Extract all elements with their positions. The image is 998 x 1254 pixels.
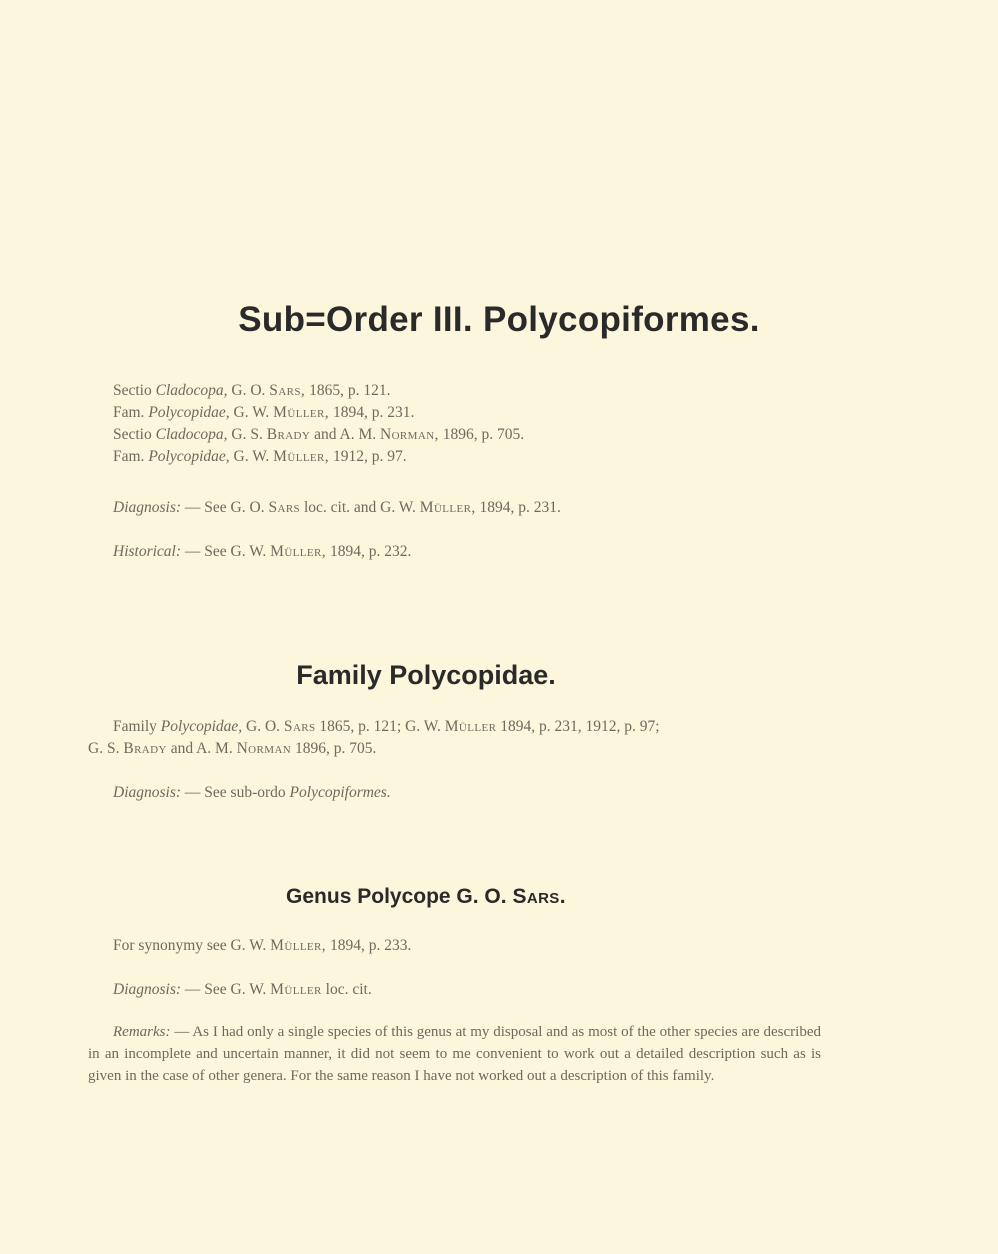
suborder-diagnosis: Diagnosis: — See G. O. Sars loc. cit. and G. W. Müller, 1894, p. 231. — [113, 499, 561, 516]
genus-heading: Genus Polycope G. O. Sars. — [286, 885, 566, 908]
reference-line: Fam. Polycopidae, G. W. Müller, 1912, p. 97. — [113, 448, 407, 465]
suborder-references — [113, 380, 833, 468]
suborder-historical: Historical: — See G. W. Müller, 1894, p. 232. — [113, 543, 412, 560]
genus-remarks — [88, 1021, 821, 1087]
remarks-label: Remarks: — [113, 1024, 171, 1040]
family-references — [113, 716, 843, 738]
remarks-text: — As I had only a single species of this genus at my disposal and as most of the other species are described in an incomplete and uncertain manner, it did not seem to me convenient to work out a detailed description such as is given in the case of other genera. For the same reason I have not worked out a description of this family. — [88, 1024, 821, 1084]
reference-line: Sectio Cladocopa, G. O. Sars, 1865, p. 121. — [113, 382, 391, 399]
family-diagnosis: Diagnosis: — See sub-ordo Polycopiformes. — [113, 784, 391, 801]
suborder-heading: Sub=Order III. Polycopiformes. — [238, 300, 760, 339]
reference-line: G. S. Brady and A. M. Norman 1896, p. 705. — [88, 740, 377, 757]
diagnosis-label: Diagnosis: — [113, 981, 182, 998]
historical-label: Historical: — [113, 543, 182, 560]
reference-line: Family Polycopidae, G. O. Sars 1865, p. 121; G. W. Müller 1894, p. 231, 1912, p. 97; — [113, 718, 660, 735]
reference-line: Sectio Cladocopa, G. S. Brady and A. M. Norman, 1896, p. 705. — [113, 426, 525, 443]
genus-synonymy: For synonymy see G. W. Müller, 1894, p. 233. — [113, 937, 412, 954]
genus-diagnosis: Diagnosis: — See G. W. Müller loc. cit. — [113, 981, 372, 998]
diagnosis-label: Diagnosis: — [113, 499, 182, 516]
diagnosis-label: Diagnosis: — [113, 784, 182, 801]
family-references-cont — [88, 738, 808, 760]
family-heading: Family Polycopidae. — [296, 660, 556, 690]
reference-line: Fam. Polycopidae, G. W. Müller, 1894, p. 231. — [113, 404, 415, 421]
